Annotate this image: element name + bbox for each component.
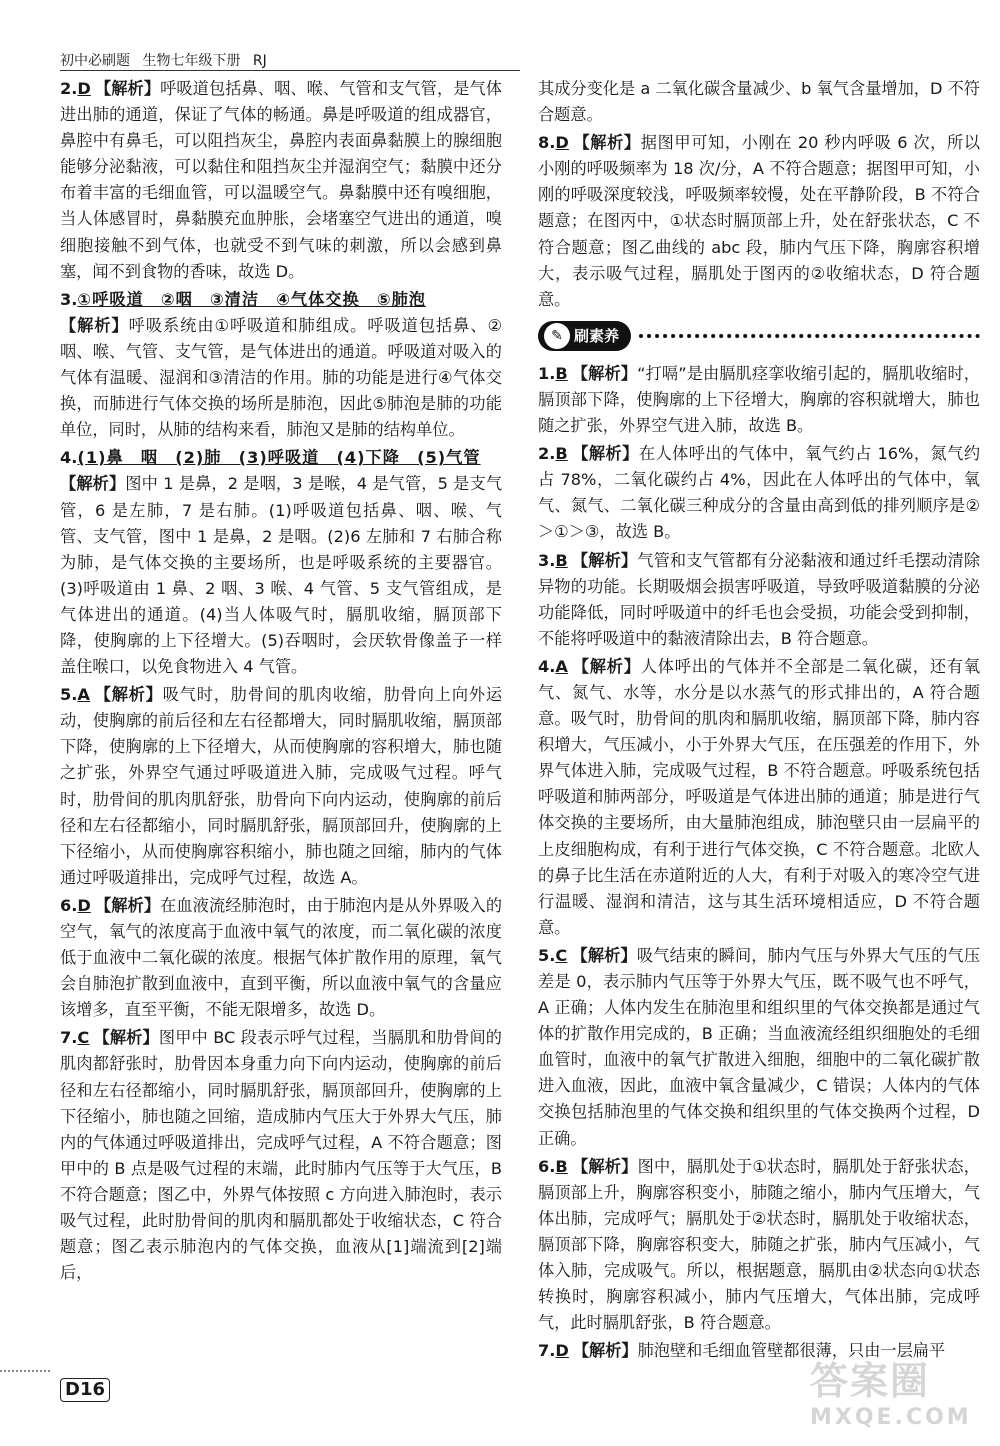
watermark-logo <box>810 1350 990 1440</box>
answer-item <box>60 1025 502 1286</box>
analysis-text: 气管和支气管都有分泌黏液和通过纤毛摆动清除异物的功能。长期吸烟会损害呼吸道，导致呼吸道黏膜的分泌功能降低，同时呼吸道中的纤毛也会受损，功能会受到抑制，不能将呼吸道中的黏液清除出去，B 符合题意。 <box>538 550 981 648</box>
analysis-tag: 【解析】 <box>572 133 641 153</box>
analysis-text: 据图甲可知，小刚在 20 秒内呼吸 6 次，所以小刚的呼吸频率为 18 次/分，A 不符合题意；据图甲可知，小刚的呼吸深度较浅，呼吸频率较慢，处在平静阶段，B 不符合题意；在图丙中，①状态时膈顶部上升，处在舒张状态，C 不符合题意；图乙曲线的 abc 段，肺内气压下降，胸廓容积增大，表示吸气过程，膈肌处于图丙的②收缩状态，D 符合题意。 <box>538 133 981 309</box>
analysis-tag: 【解析】 <box>571 945 637 965</box>
analysis-tag: 【解析】 <box>571 363 638 383</box>
analysis-text: 图中 1 是鼻，2 是咽，3 是喉，4 是气管，5 是支气管，6 是左肺，7 是右肺。(1)呼吸道包括鼻、咽、喉、气管、支气管，图中 1 是鼻，2 是咽。(2)6 左肺和 7 右肺合称为肺，是气体交换的主要场所，也是呼吸系统的主要器官。(3)呼吸道由 1 鼻、2 咽、3 喉、4 气管、5 支气管组成，是气体进出的通道。(4)当人体吸气时，膈肌收缩，膈顶部下降，使胸廓的上下径增大。(5)吞咽时，会厌软骨像盖子一样盖住喉口，以免食物进入 4 气管。 <box>60 474 503 677</box>
analysis-text: 图中，膈肌处于①状态时，膈肌处于舒张状态，膈顶部上升，胸廓容积变小，肺随之缩小，肺内气压增大，气体出肺，完成呼气；膈肌处于②状态时，膈肌处于收缩状态，膈顶部下降，胸廓容积变大，肺随之扩张，肺内气压减小，气体入肺，完成吸气。所以，根据题意，膈肌由②状态向①状态转换时，胸廓容积减小，肺内气压增大，气体出肺，完成呼气，此时膈肌舒张，B 符合题意。 <box>538 1156 980 1333</box>
answer-item <box>538 548 980 652</box>
analysis-tag: 【解析】 <box>93 685 163 705</box>
answer-item <box>538 943 980 1152</box>
analysis-text: 呼吸道包括鼻、咽、喉、气管和支气管，是气体进出肺的通道，保证了气体的畅通。鼻是呼吸道的组成器官，鼻腔中有鼻毛，可以阻挡灰尘，鼻腔内表面鼻黏膜上的腺细胞能够分泌黏液，可以黏住和阻挡灰尘并湿润空气；黏膜中还分布着丰富的毛细血管，可以温暖空气。鼻黏膜中还有嗅细胞，当人体感冒时，鼻黏膜充血肿胀，会堵塞空气进出的通道，嗅细胞接触不到气体，也就受不到气味的刺激，所以会感到鼻塞，闻不到食物的香味，故选 D。 <box>60 79 503 281</box>
analysis-tag: 【解析】 <box>94 895 161 915</box>
analysis-tag: 【解析】 <box>60 474 126 494</box>
answer-letter: D <box>77 79 91 98</box>
analysis-text: 吸气时，肋骨间的肌肉收缩，肋骨向上向外运动，使胸廓的前后径和左右径都增大，同时膈肌收缩，膈顶部下降，使胸廓的上下径增大，从而使胸廓的容积增大，肺也随之扩张，外界空气通过呼吸道进入肺，完成吸气过程。呼气时，肋骨间的肌肉肌舒张，肋骨向下向内运动，使胸廓的前后径和左右径都缩小，同时膈肌舒张，膈顶部回升，使胸廓的上下径缩小，从而使胸廓容积缩小，肺也随之回缩，肺内的气体通过呼吸道排出，完成呼气过程，故选 A。 <box>60 685 503 887</box>
running-header <box>60 50 275 70</box>
analysis-text: 吸气结束的瞬间，肺内气压与外界大气压的气压差是 0，表示肺内气压等于外界大气压，既不吸气也不呼气，A 正确；人体内发生在肺泡里和组织里的气体交换都是通过气体的扩散作用完成的，B 正确；当血液流经组织细胞处的毛细血管时，血液中的氧气扩散进入细胞，细胞中的二氧化碳扩散进入血液，因此，血液中氧含量减少，C 错误；人体内的气体交换包括肺泡里的气体交换和组织里的气体交换两个过程，D 正确。 <box>538 945 981 1148</box>
answer-letter: B <box>555 1156 568 1176</box>
fill-answers: ①呼吸道 ②咽 ③清洁 ④气体交换 ⑤肺泡 <box>77 289 426 309</box>
item-number: 4. <box>60 448 78 468</box>
analysis-tag: 【解析】 <box>571 550 638 570</box>
analysis-text: 在血液流经肺泡时，由于肺泡内是从外界吸入的空气，氧气的浓度高于血液中氧气的浓度，而二氧化碳的浓度低于血液中二氧化碳的浓度。根据气体扩散作用的原理，氧气会自肺泡扩散到血液中，直到平衡，所以血液中氧气的含量应该增多，直至平衡，不能无限增多，故选 D。 <box>60 895 503 1020</box>
edition-label: RJ <box>252 53 267 69</box>
answer-letter: C <box>77 1028 90 1048</box>
section-label: 刷素养 <box>574 326 620 345</box>
right-column <box>538 76 980 1366</box>
item-number: 7. <box>60 1028 78 1048</box>
item-number: 2. <box>538 444 556 464</box>
item-number: 4. <box>538 656 556 676</box>
analysis-tag: 【解析】 <box>571 444 639 464</box>
analysis-text: 肺泡壁和毛细血管壁都很薄，只由一层扁平 <box>637 1341 946 1361</box>
answer-item <box>60 682 502 891</box>
analysis-text: 呼吸系统由①呼吸道和肺组成。呼吸道包括鼻、②咽、喉、气管、支气管，是气体进出的通道。呼吸道对吸入的气体有温暖、湿润和③清洁的作用。肺的功能是进行④气体交换，而肺进行气体交换的场所是肺泡，因此⑤肺泡是肺的功能单位，同时，从肺的结构来看，肺泡又是肺的结构单位。 <box>60 315 502 440</box>
page-number: D16 <box>60 1378 110 1402</box>
item-number: 5. <box>60 685 78 705</box>
analysis-tag: 【解析】 <box>571 656 641 676</box>
answer-letter: B <box>555 550 568 570</box>
book-title: 初中必刷题 <box>60 53 130 69</box>
analysis-tag: 【解析】 <box>572 1341 638 1361</box>
subject-title: 生物七年级下册 <box>142 53 241 69</box>
analysis-text: 人体呼出的气体并不全部是二氧化碳，还有氧气、氮气、水等，水分是以水蒸气的形式排出的，A 符合题意。吸气时，肋骨间的肌肉和膈肌收缩，膈顶部下降，肺内容积增大，气压减小，小于外界大气压，在压强差的作用下，外界气体进入肺，完成吸气过程，B 不符合题意。呼吸系统包括呼吸道和肺两部分，呼吸道是气体进出肺的通道；肺是进行气体交换的主要场所，由大量肺泡组成，肺泡壁只由一层扁平的上皮细胞构成，有利于进行气体交换，C 不符合题意。北欧人的鼻子比生活在赤道附近的人大，有利于对吸入的寒冷空气进行温暖、湿润和清洁，这与其生活环境相适应，D 不符合题意。 <box>538 656 981 937</box>
answer-item <box>60 287 502 444</box>
item-number: 3. <box>538 550 556 570</box>
left-column <box>60 76 502 1288</box>
header-rule <box>60 70 520 71</box>
answer-item <box>60 893 502 1023</box>
answer-letter: D <box>77 895 91 915</box>
brush-icon: ✎ <box>544 323 570 349</box>
answer-letter: D <box>555 133 569 153</box>
section-banner <box>538 319 980 353</box>
answer-item <box>538 1154 980 1337</box>
item-number: 6. <box>60 895 78 915</box>
item-number: 8. <box>538 133 556 153</box>
answer-letter: A <box>555 656 568 676</box>
item-number: 2. <box>60 79 78 98</box>
answer-item <box>60 76 502 285</box>
answer-letter: C <box>555 945 568 965</box>
continuation-text: 其成分变化是 a 二氧化碳含量减少、b 氧气含量增加，D 不符合题意。 <box>538 79 980 125</box>
answer-item <box>538 130 980 313</box>
item-number: 3. <box>60 289 78 309</box>
section-badge <box>538 321 631 351</box>
analysis-tag: 【解析】 <box>571 1156 638 1176</box>
analysis-text: 图甲中 BC 段表示呼气过程，当膈肌和肋骨间的肌肉都舒张时，肋骨因本身重力向下向内运动，使胸廓的前后径和左右径都缩小，同时膈肌舒张，膈顶部回升，使胸廓的上下径缩小，肺也随之回缩，造成肺内气压大于外界大气压，肺内的气体通过呼吸道排出，完成呼气过程，A 不符合题意；图甲中的 B 点是吸气过程的末端，此时肺内气压等于大气压，B 不符合题意；图乙中，外界气体按照 c 方向进入肺泡时，表示吸气过程，此时肋骨间的肌肉和膈肌都处于收缩状态，C 符合题意；图乙表示肺泡内的气体交换，血液从[1]端流到[2]端后， <box>60 1028 502 1283</box>
watermark-url: MXQE.COM <box>810 1405 972 1430</box>
answer-letter: B <box>555 363 568 383</box>
answer-item <box>60 445 502 680</box>
analysis-tag: 【解析】 <box>93 1028 159 1048</box>
item-number: 5. <box>538 945 556 965</box>
footer-dotted-rule <box>0 1370 50 1372</box>
answer-item <box>538 361 980 439</box>
fill-answers: (1)鼻 咽 (2)肺 (3)呼吸道 (4)下降 (5)气管 <box>77 448 481 468</box>
analysis-tag: 【解析】 <box>94 79 161 98</box>
answer-item <box>538 441 980 545</box>
answer-letter: B <box>555 444 568 464</box>
answer-letter: D <box>555 1341 569 1361</box>
analysis-text: 在人体呼出的气体中，氧气约占 16%，氮气约占 78%，二氧化碳约占 4%，因此在人体呼出的气体中，氧气、氮气、二氧化碳三种成分的含量由高到低的排列顺序是②＞①＞③，故选 B。 <box>538 444 981 542</box>
analysis-text: “打嗝”是由膈肌痉挛收缩引起的，膈肌收缩时，膈顶部下降，使胸廓的上下径增大，胸廓的容积就增大，肺也随之扩张，外界空气进入肺，故选 B。 <box>538 363 980 436</box>
item-number: 7. <box>538 1341 556 1361</box>
watermark-text: 答案圈 <box>810 1359 931 1403</box>
answer-item <box>538 654 980 941</box>
answer-letter: A <box>77 685 90 705</box>
section-dotted-rule <box>639 334 980 338</box>
item-number: 1. <box>538 363 556 383</box>
item-number: 6. <box>538 1156 556 1176</box>
analysis-tag: 【解析】 <box>60 315 129 335</box>
